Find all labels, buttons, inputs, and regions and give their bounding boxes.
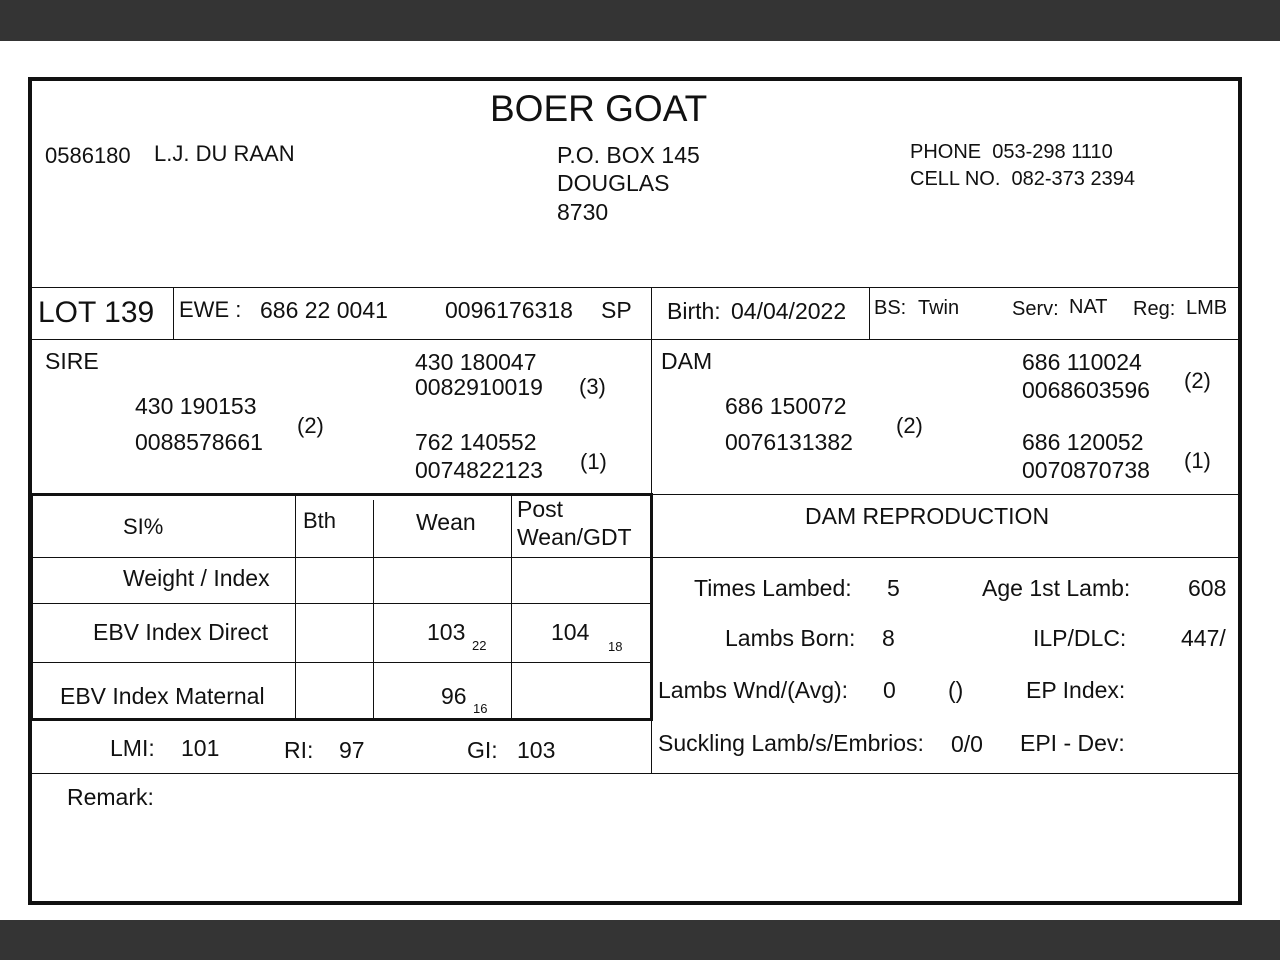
- serv-value: NAT: [1069, 296, 1108, 318]
- ep-index-label: EP Index:: [1026, 677, 1126, 703]
- birth-label: Birth:: [667, 298, 721, 324]
- address-line-3: 8730: [557, 199, 609, 225]
- perf-border-bottom: [30, 718, 653, 721]
- address-line-1: P.O. BOX 145: [557, 142, 700, 168]
- reg-value: LMB: [1186, 297, 1228, 319]
- dam-dam-count: (1): [1184, 448, 1211, 473]
- lambs-weaned-label: Lambs Wnd/(Avg):: [658, 677, 849, 703]
- lambs-born-label: Lambs Born:: [725, 625, 856, 651]
- perf-col-line-1: [295, 495, 296, 719]
- ewe-sp: SP: [601, 297, 632, 323]
- sire-label: SIRE: [45, 348, 99, 374]
- lot-divider-1: [173, 287, 174, 339]
- dam-sire-id: 686 110024: [1022, 349, 1142, 375]
- ewe-id: 686 22 0041: [260, 297, 388, 323]
- ri-value: 97: [339, 737, 365, 763]
- lot-row-top-line: [30, 287, 1240, 288]
- direct-post-sub: 18: [608, 639, 623, 654]
- dam-sire-count: (2): [1184, 368, 1211, 393]
- cell-number: CELL NO. 082-373 2394: [910, 168, 1135, 190]
- dam-label: DAM: [661, 348, 713, 374]
- header-post-line-1: Post: [517, 496, 564, 522]
- maternal-wean-sub: 16: [473, 701, 488, 716]
- lot-number: LOT 139: [38, 296, 155, 329]
- epi-dev-label: EPI - Dev:: [1020, 730, 1125, 756]
- ilp-dlc-value: 447/: [1181, 625, 1226, 651]
- lot-divider-2: [651, 287, 652, 339]
- gi-label: GI:: [467, 737, 498, 763]
- lambs-weaned-avg: (): [948, 677, 964, 703]
- direct-wean-value: 103: [427, 619, 466, 645]
- ri-label: RI:: [284, 737, 314, 763]
- suckling-value: 0/0: [951, 731, 983, 757]
- card-border-bottom: [28, 901, 1242, 905]
- perf-row-line-1: [30, 557, 651, 558]
- ewe-label: EWE :: [179, 297, 242, 322]
- pedigree-divider: [651, 339, 652, 494]
- lmi-value: 101: [181, 735, 220, 761]
- ewe-reg-number: 0096176318: [445, 297, 573, 323]
- dam-dam-number: 0070870738: [1022, 457, 1150, 483]
- bs-value: Twin: [918, 297, 960, 319]
- times-lambed-value: 5: [887, 575, 900, 601]
- sire-sire-id: 430 180047: [415, 349, 537, 375]
- repro-divider: [651, 493, 652, 773]
- breeder-name: L.J. DU RAAN: [154, 141, 295, 166]
- suckling-label: Suckling Lamb/s/Embrios:: [658, 730, 924, 756]
- sire-dam-id: 762 140552: [415, 429, 537, 455]
- sire-count: (2): [297, 413, 324, 438]
- lambs-weaned-value: 0: [883, 677, 896, 703]
- perf-col-line-3: [511, 495, 512, 719]
- sire-dam-number: 0074822123: [415, 457, 543, 483]
- row-ebv-direct: EBV Index Direct: [93, 619, 269, 645]
- header-bth: Bth: [303, 508, 337, 533]
- birth-date: 04/04/2022: [731, 298, 847, 324]
- perf-row-line-3: [30, 662, 651, 663]
- breeder-id: 0586180: [45, 143, 131, 168]
- sire-id: 430 190153: [135, 393, 257, 419]
- bottom-dark-band: [0, 920, 1280, 960]
- lambs-born-value: 8: [882, 625, 895, 651]
- card-border-left: [28, 77, 32, 905]
- card-title: BOER GOAT: [490, 88, 708, 129]
- sire-dam-count: (1): [580, 449, 607, 474]
- bs-label: BS:: [874, 297, 907, 319]
- dam-dam-id: 686 120052: [1022, 429, 1144, 455]
- dam-sire-number: 0068603596: [1022, 377, 1150, 403]
- perf-row-line-2: [30, 603, 651, 604]
- remark-label: Remark:: [67, 784, 154, 810]
- repro-header-bottom-line: [651, 557, 1240, 558]
- row-weight-index: Weight / Index: [123, 565, 270, 591]
- age-first-lamb-value: 608: [1188, 575, 1227, 601]
- age-first-lamb-label: Age 1st Lamb:: [982, 575, 1131, 601]
- serv-label: Serv:: [1012, 298, 1059, 320]
- times-lambed-label: Times Lambed:: [694, 575, 852, 601]
- header-wean: Wean: [416, 509, 476, 535]
- repro-header-top-line: [651, 494, 1240, 495]
- sire-number: 0088578661: [135, 429, 263, 455]
- header-si: SI%: [123, 514, 164, 539]
- header-post-line-2: Wean/GDT: [517, 524, 632, 550]
- gi-value: 103: [517, 737, 556, 763]
- perf-border-left: [30, 493, 33, 721]
- direct-wean-sub: 22: [472, 638, 487, 653]
- reg-label: Reg:: [1133, 298, 1176, 320]
- phone-number: PHONE 053-298 1110: [910, 141, 1113, 163]
- lot-divider-3: [869, 287, 870, 339]
- sire-sire-number: 0082910019: [415, 374, 543, 400]
- maternal-wean-value: 96: [441, 683, 467, 709]
- sire-sire-count: (3): [579, 374, 606, 399]
- lmi-label: LMI:: [110, 735, 155, 761]
- direct-post-value: 104: [551, 619, 590, 645]
- remark-top-line: [30, 773, 1240, 774]
- perf-col-line-2: [373, 500, 374, 719]
- address-line-2: DOUGLAS: [557, 170, 670, 196]
- card-border-right: [1238, 77, 1242, 905]
- lot-row-bottom-line: [30, 339, 1240, 340]
- card-border-top: [28, 77, 1242, 81]
- row-ebv-maternal: EBV Index Maternal: [60, 683, 265, 709]
- dam-count: (2): [896, 413, 923, 438]
- repro-title: DAM REPRODUCTION: [805, 503, 1050, 529]
- dam-id: 686 150072: [725, 393, 847, 419]
- ilp-dlc-label: ILP/DLC:: [1033, 625, 1127, 651]
- dam-number: 0076131382: [725, 429, 853, 455]
- top-dark-band: [0, 0, 1280, 41]
